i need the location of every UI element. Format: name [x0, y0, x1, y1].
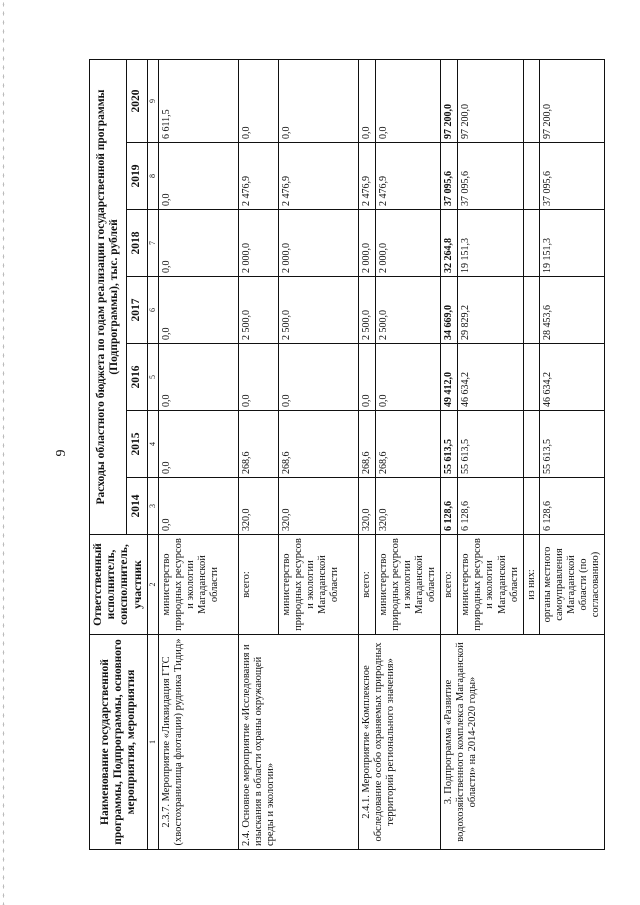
row-executor: министерство природных ресурсов и экологии Магаданской области	[278, 535, 358, 635]
value-2017: 2 500,0	[278, 277, 358, 344]
value-2016: 46 634,2	[458, 344, 523, 411]
value-2017: 2 500,0	[375, 277, 440, 344]
value-2016: 46 634,2	[540, 344, 605, 411]
value-2020	[523, 59, 540, 142]
value-2018: 2 000,0	[278, 210, 358, 277]
value-2019: 2 476,9	[238, 143, 278, 210]
row-executor: министерство природных ресурсов и экологии Магаданской области	[375, 535, 440, 635]
value-2016: 0,0	[278, 344, 358, 411]
value-2018: 19 151,3	[458, 210, 523, 277]
header-year-2018: 2018	[126, 210, 147, 277]
value-2018: 19 151,3	[540, 210, 605, 277]
value-2017: 2 500,0	[238, 277, 278, 344]
value-2020: 0,0	[375, 59, 440, 142]
row-name: 3. Подпрограмма «Развитие водохозяйственного комплекса Магаданской области» на 2014-2020 годы»	[441, 635, 605, 850]
value-2015: 55 613,5	[458, 411, 523, 478]
value-2017: 0,0	[158, 277, 238, 344]
value-2015	[523, 411, 540, 478]
value-2015: 0,0	[158, 411, 238, 478]
value-2014: 320,0	[358, 478, 375, 535]
value-2015: 55 613,5	[540, 411, 605, 478]
header-year-2020: 2020	[126, 59, 147, 142]
colnum-2: 2	[147, 535, 158, 635]
value-2020: 0,0	[238, 59, 278, 142]
value-2016	[523, 344, 540, 411]
value-2016: 0,0	[375, 344, 440, 411]
header-budget: Расходы областного бюджета по годам реализации государственной программы (Подпрограммы), тыс. рублей	[90, 59, 127, 534]
value-2020: 0,0	[358, 59, 375, 142]
value-2014: 6 128,6	[441, 478, 458, 535]
value-2016: 49 412,0	[441, 344, 458, 411]
value-2020: 97 200,0	[540, 59, 605, 142]
value-2019: 2 476,9	[278, 143, 358, 210]
value-2020: 97 200,0	[458, 59, 523, 142]
row-executor: всего:	[441, 535, 458, 635]
value-2016: 0,0	[238, 344, 278, 411]
value-2018: 2 000,0	[375, 210, 440, 277]
colnum-7: 7	[147, 210, 158, 277]
value-2018: 0,0	[158, 210, 238, 277]
value-2015: 268,6	[358, 411, 375, 478]
header-year-2019: 2019	[126, 143, 147, 210]
row-executor: органы местного самоуправления Магаданской области (по согласованию)	[540, 535, 605, 635]
row-executor: министерство природных ресурсов и экологии Магаданской области	[158, 535, 238, 635]
colnum-4: 4	[147, 411, 158, 478]
colnum-1: 1	[147, 635, 158, 850]
row-executor: всего:	[238, 535, 278, 635]
value-2017	[523, 277, 540, 344]
value-2019: 37 095,6	[540, 143, 605, 210]
value-2015: 268,6	[278, 411, 358, 478]
colnum-8: 8	[147, 143, 158, 210]
colnum-5: 5	[147, 344, 158, 411]
table-row	[238, 59, 278, 849]
header-year-2017: 2017	[126, 277, 147, 344]
value-2014: 0,0	[158, 478, 238, 535]
budget-table	[89, 59, 605, 850]
header-year-2015: 2015	[126, 411, 147, 478]
colnum-9: 9	[147, 59, 158, 142]
header-executor: Ответственный исполнитель, соисполнитель, участник	[90, 535, 148, 635]
row-executor: всего:	[358, 535, 375, 635]
value-2020: 6 611,5	[158, 59, 238, 142]
value-2018: 32 264,8	[441, 210, 458, 277]
value-2019: 37 095,6	[458, 143, 523, 210]
table-row	[441, 59, 458, 849]
table-row	[358, 59, 375, 849]
value-2015: 268,6	[238, 411, 278, 478]
value-2017: 29 829,2	[458, 277, 523, 344]
value-2014: 6 128,6	[540, 478, 605, 535]
row-name: 2.4. Основное мероприятие «Исследования и изыскания в области охраны окружающей среды и экологии»	[238, 635, 358, 850]
value-2014: 320,0	[238, 478, 278, 535]
value-2020: 0,0	[278, 59, 358, 142]
value-2017: 2 500,0	[358, 277, 375, 344]
value-2016: 0,0	[158, 344, 238, 411]
value-2018: 2 000,0	[358, 210, 375, 277]
colnum-6: 6	[147, 277, 158, 344]
value-2014	[523, 478, 540, 535]
scan-edge-dots	[2, 0, 5, 905]
rotated-budget-table-container	[89, 60, 609, 850]
value-2019: 2 476,9	[375, 143, 440, 210]
value-2019: 2 476,9	[358, 143, 375, 210]
value-2017: 34 669,0	[441, 277, 458, 344]
value-2014: 6 128,6	[458, 478, 523, 535]
value-2019: 0,0	[158, 143, 238, 210]
header-program-name: Наименование государственной программы, Подпрограммы, основного мероприятия, мероприятия	[90, 635, 148, 850]
value-2019	[523, 143, 540, 210]
colnum-3: 3	[147, 478, 158, 535]
value-2014: 320,0	[375, 478, 440, 535]
value-2014: 320,0	[278, 478, 358, 535]
row-name: 2.3.7. Мероприятие «Ликвидация ГТС (хвостохранилища флотации) рудника Тидид»	[158, 635, 238, 850]
table-row	[158, 59, 238, 849]
value-2015: 55 613,5	[441, 411, 458, 478]
value-2018: 2 000,0	[238, 210, 278, 277]
header-year-2016: 2016	[126, 344, 147, 411]
row-name: 2.4.1. Мероприятие «Комплексное обследование особо охраняемых природных территорий регионального значения»	[358, 635, 440, 850]
value-2019: 37 095,6	[441, 143, 458, 210]
row-executor: из них:	[523, 535, 540, 635]
value-2018	[523, 210, 540, 277]
header-year-2014: 2014	[126, 478, 147, 535]
value-2020: 97 200,0	[441, 59, 458, 142]
page-number: 9	[54, 449, 69, 457]
value-2017: 28 453,6	[540, 277, 605, 344]
value-2016: 0,0	[358, 344, 375, 411]
row-executor: министерство природных ресурсов и экологии Магаданской области	[458, 535, 523, 635]
column-number-row	[147, 59, 158, 849]
value-2015: 268,6	[375, 411, 440, 478]
